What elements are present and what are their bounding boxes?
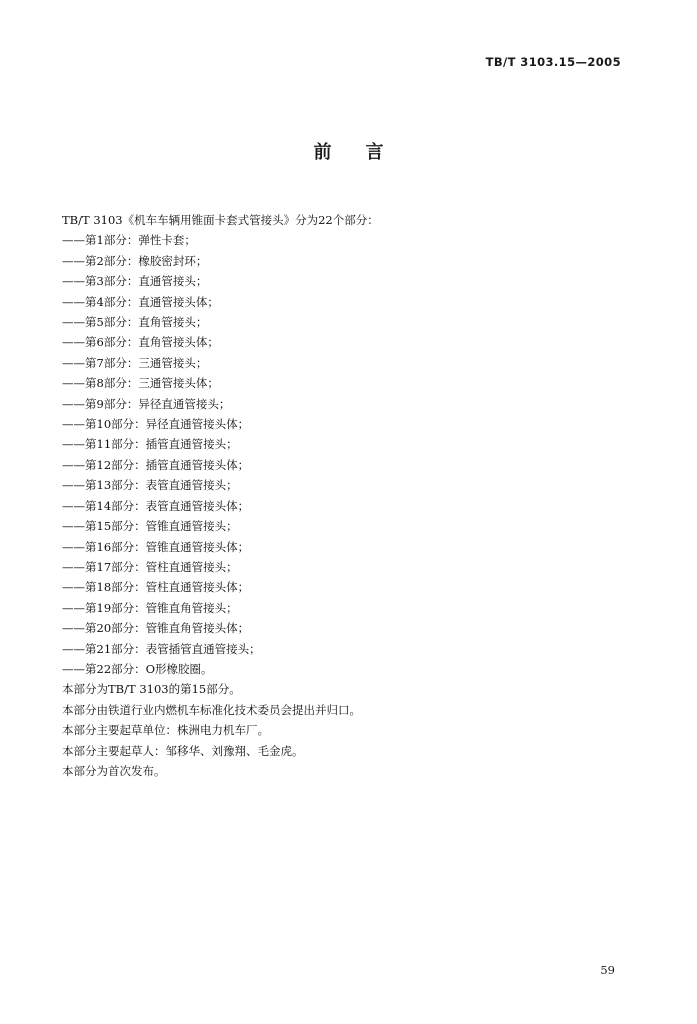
- part-item-5: ——第5部分：直角管接头；: [62, 315, 208, 330]
- part-item-8: ——第8部分：三通管接头体；: [62, 376, 219, 391]
- drafters-statement: 本部分主要起草人：邹移华、刘豫翔、毛金虎。: [62, 743, 304, 758]
- part-item-19: ——第19部分：管锥直角管接头；: [62, 600, 238, 615]
- parts-list: [62, 230, 622, 679]
- drafting-unit-statement: 本部分主要起草单位：株洲电力机车厂。: [62, 723, 269, 738]
- part-item-22: ——第22部分：O形橡胶圈。: [62, 661, 213, 676]
- part-item-16: ——第16部分：管锥直通管接头体；: [62, 539, 250, 554]
- part-item-4: ——第4部分：直通管接头体；: [62, 294, 219, 309]
- part-item-9: ——第9部分：异径直通管接头；: [62, 396, 231, 411]
- part-item-12: ——第12部分：插管直通管接头体；: [62, 457, 250, 472]
- part-item-20: ——第20部分：管锥直角管接头体；: [62, 621, 250, 636]
- document-body: [62, 210, 622, 781]
- part-item-14: ——第14部分：表管直通管接头体；: [62, 498, 250, 513]
- page-title-char-2: 言: [365, 142, 384, 163]
- part-number-statement: 本部分为TB/T 3103的第15部分。: [62, 682, 241, 697]
- part-item-6: ——第6部分：直角管接头体；: [62, 335, 219, 350]
- part-item-3: ——第3部分：直通管接头；: [62, 274, 208, 289]
- part-item-2: ——第2部分：橡胶密封环；: [62, 253, 208, 268]
- part-item-15: ——第15部分：管锥直通管接头；: [62, 519, 238, 534]
- first-release-statement: 本部分为首次发布。: [62, 763, 166, 778]
- page-number: 59: [600, 963, 615, 977]
- part-item-17: ——第17部分：管柱直通管接头；: [62, 559, 238, 574]
- part-item-11: ——第11部分：插管直通管接头；: [62, 437, 238, 452]
- part-item-1: ——第1部分：弹性卡套；: [62, 233, 196, 248]
- proposer-statement: 本部分由铁道行业内燃机车标准化技术委员会提出并归口。: [62, 702, 361, 717]
- intro-paragraph: TB/T 3103《机车车辆用锥面卡套式管接头》分为22个部分：: [62, 213, 379, 227]
- part-item-13: ——第13部分：表管直通管接头；: [62, 478, 238, 493]
- page-title: [0, 138, 697, 164]
- part-item-21: ——第21部分：表管插管直通管接头；: [62, 641, 261, 656]
- part-item-18: ——第18部分：管柱直通管接头体；: [62, 580, 250, 595]
- standard-code: TB/T 3103.15—2005: [485, 55, 621, 69]
- page-title-char-1: 前: [313, 142, 332, 163]
- part-item-7: ——第7部分：三通管接头；: [62, 355, 208, 370]
- part-item-10: ——第10部分：异径直通管接头体；: [62, 417, 250, 432]
